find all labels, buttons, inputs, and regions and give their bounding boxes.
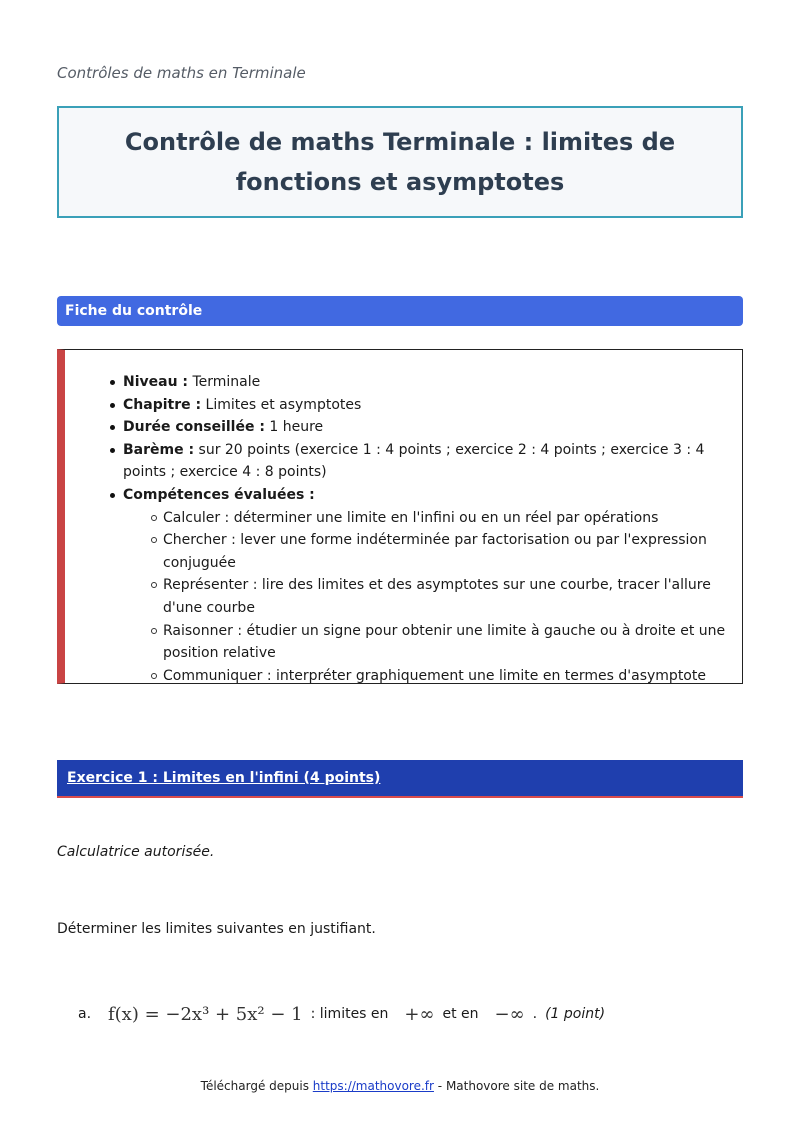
fiche-heading: Fiche du contrôle [57,296,743,326]
question-a [78,1001,605,1027]
niveau-value: Terminale [192,374,261,390]
footer-prefix: Téléchargé depuis [200,1079,309,1093]
fiche-item-duree [115,416,730,439]
page-kicker: Contrôles de maths en Terminale [57,64,306,82]
niveau-label: Niveau : [123,374,189,390]
question-text-3: . [532,1006,538,1022]
calculatrice-note: Calculatrice autorisée. [57,844,215,860]
exercice1-heading [57,760,743,798]
minus-infinity: −∞ [494,1003,525,1025]
fiche-box [57,349,743,684]
page-title: Contrôle de maths Terminale : limites de fonctions et asymptotes [124,128,676,196]
duree-label: Durée conseillée : [123,419,265,436]
chapitre-value: Limites et asymptotes [205,396,362,413]
question-letter: a. [78,1006,92,1022]
bareme-label: Barème : [123,441,195,458]
fiche-item-competences [115,484,730,687]
competence-item: Représenter : lire des limites et des asymptotes sur une courbe, tracer l'allure d'une courbe [163,574,730,619]
question-points: (1 point) [545,1006,606,1022]
competence-item: Chercher : lever une forme indéterminée par factorisation ou par l'expression conjuguée [163,529,730,574]
exercice1-instruction: Déterminer les limites suivantes en justifiant. [57,921,376,937]
exercice1-heading-text[interactable]: Exercice 1 : Limites en l'infini (4 points) [67,770,381,786]
footer-suffix: - Mathovore site de maths. [437,1079,600,1093]
fiche-item-bareme [115,439,730,484]
footer-link[interactable]: https://mathovore.fr [312,1079,434,1093]
footer [0,1079,800,1093]
formula: f(x) = −2x³ + 5x² − 1 [108,1003,303,1025]
fiche-list [115,371,730,687]
question-text-1: : limites en [310,1006,389,1022]
competence-item: Calculer : déterminer une limite en l'infini ou en un réel par opérations [163,507,730,530]
fiche-item-niveau [115,371,730,394]
chapitre-label: Chapitre : [123,396,202,413]
bareme-value: sur 20 points (exercice 1 : 4 points ; exercice 2 : 4 points ; exercice 3 : 4 points ; exercice 4 : 8 points) [123,441,705,481]
question-text-2: et en [442,1006,479,1022]
competences-label: Compétences évaluées : [123,486,315,503]
competence-item: Raisonner : étudier un signe pour obtenir une limite à gauche ou à droite et une position relative [163,620,730,665]
competences-list [123,507,730,688]
competence-item: Communiquer : interpréter graphiquement une limite en termes d'asymptote [163,665,730,688]
fiche-item-chapitre [115,394,730,417]
plus-infinity: +∞ [404,1003,435,1025]
duree-value: 1 heure [269,419,324,436]
title-box [57,106,743,218]
